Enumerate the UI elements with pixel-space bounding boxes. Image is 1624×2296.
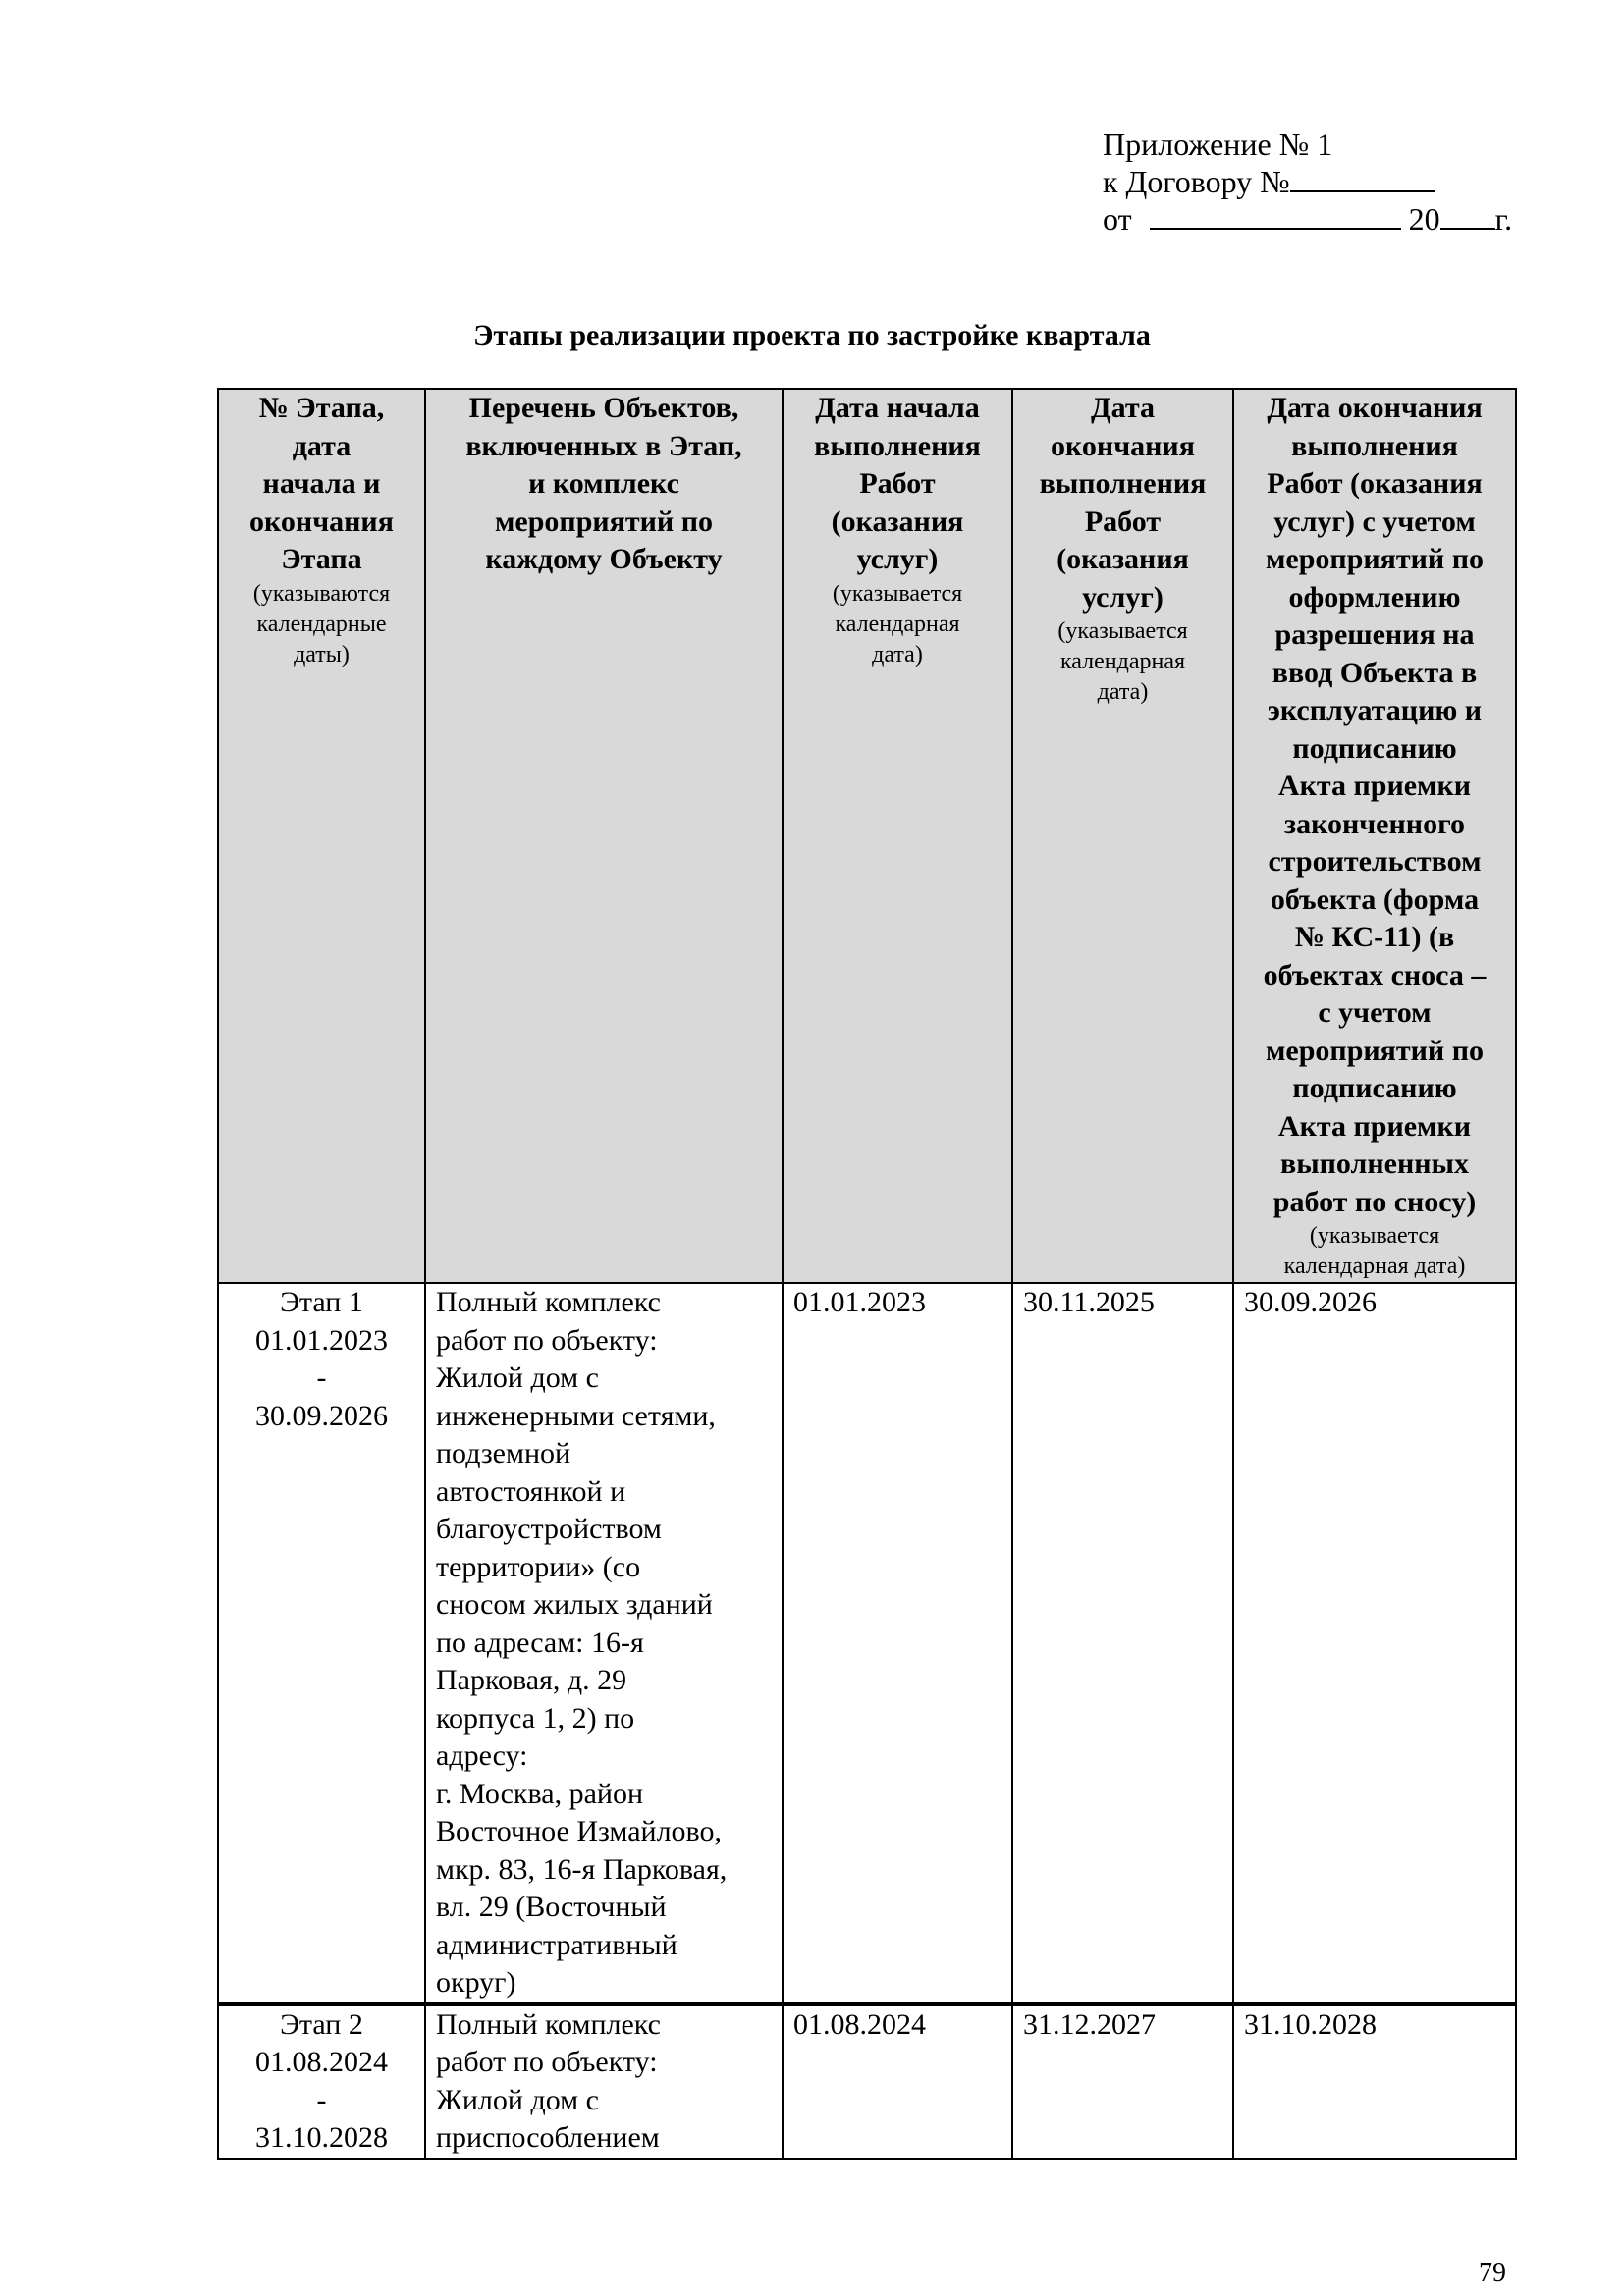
col-header-objects-title: Перечень Объектов, включенных в Этап, и комплекс мероприятий по каждому Объекту	[465, 392, 742, 575]
table-row	[218, 2004, 1516, 2159]
col-header-end	[1012, 389, 1233, 1283]
col-header-end-hint: (указывается календарная дата)	[1057, 618, 1188, 705]
table-header-row	[218, 389, 1516, 1283]
col-header-end-with-acts	[1233, 389, 1516, 1283]
start-date-cell: 01.08.2024	[783, 2004, 1012, 2159]
date-suffix: г.	[1494, 201, 1513, 237]
col-header-end-with-acts-hint: (указывается календарная дата)	[1283, 1223, 1466, 1279]
stage-cell: Этап 1 01.01.2023 - 30.09.2026	[218, 1283, 425, 2004]
appendix-header	[1103, 126, 1512, 238]
date-blank	[1150, 202, 1401, 230]
col-header-start	[783, 389, 1012, 1283]
end-with-acts-date-cell: 30.09.2026	[1233, 1283, 1516, 2004]
table-row	[218, 1283, 1516, 2004]
col-header-end-title: Дата окончания выполнения Работ (оказания услуг)	[1039, 392, 1207, 614]
col-header-start-title: Дата начала выполнения Работ (оказания услуг)	[814, 392, 981, 575]
contract-label: к Договору №	[1103, 164, 1290, 199]
appendix-label: Приложение № 1	[1103, 127, 1333, 162]
contract-number-blank	[1290, 165, 1435, 192]
stage-cell: Этап 2 01.08.2024 - 31.10.2028	[218, 2004, 425, 2159]
contract-number-line	[1103, 163, 1512, 200]
col-header-end-with-acts-title: Дата окончания выполнения Работ (оказания услуг) с учетом мероприятий по оформлению разрешения на ввод Объекта в эксплуатацию и подписанию Акта приемки законченного строительством объекта (форма № КС-11) (в объектах сноса – с учетом мероприятий по подписанию Акта приемки выполненных работ по сносу)	[1263, 392, 1487, 1218]
year-blank	[1440, 202, 1495, 230]
end-with-acts-date-cell: 31.10.2028	[1233, 2004, 1516, 2159]
page-number: 79	[1479, 2258, 1506, 2288]
objects-cell: Полный комплекс работ по объекту: Жилой дом с инженерными сетями, подземной автостоянкой и благоустройством территории» (со сносом жилых зданий по адресам: 16-я Парковая, д. 29 корпуса 1, 2) по адресу: г. Москва, район Восточное Измайлово, мкр. 83, 16-я Парковая, вл. 29 (Восточный административный округ)	[425, 1283, 783, 2004]
end-date-cell: 31.12.2027	[1012, 2004, 1233, 2159]
end-date-cell: 30.11.2025	[1012, 1283, 1233, 2004]
col-header-objects	[425, 389, 783, 1283]
stages-table	[217, 388, 1517, 2160]
objects-cell: Полный комплекс работ по объекту: Жилой дом с приспособлением	[425, 2004, 783, 2159]
col-header-stage-title: № Этапа, дата начала и окончания Этапа	[249, 392, 394, 575]
document-title: Этапы реализации проекта по застройке квартала	[473, 319, 1151, 351]
contract-date-line	[1103, 200, 1512, 238]
col-header-start-hint: (указывается календарная дата)	[832, 580, 963, 667]
col-header-stage-hint: (указываются календарные даты)	[252, 580, 391, 667]
date-prefix: от	[1103, 201, 1132, 237]
start-date-cell: 01.01.2023	[783, 1283, 1012, 2004]
year-prefix: 20	[1408, 201, 1440, 237]
col-header-stage	[218, 389, 425, 1283]
